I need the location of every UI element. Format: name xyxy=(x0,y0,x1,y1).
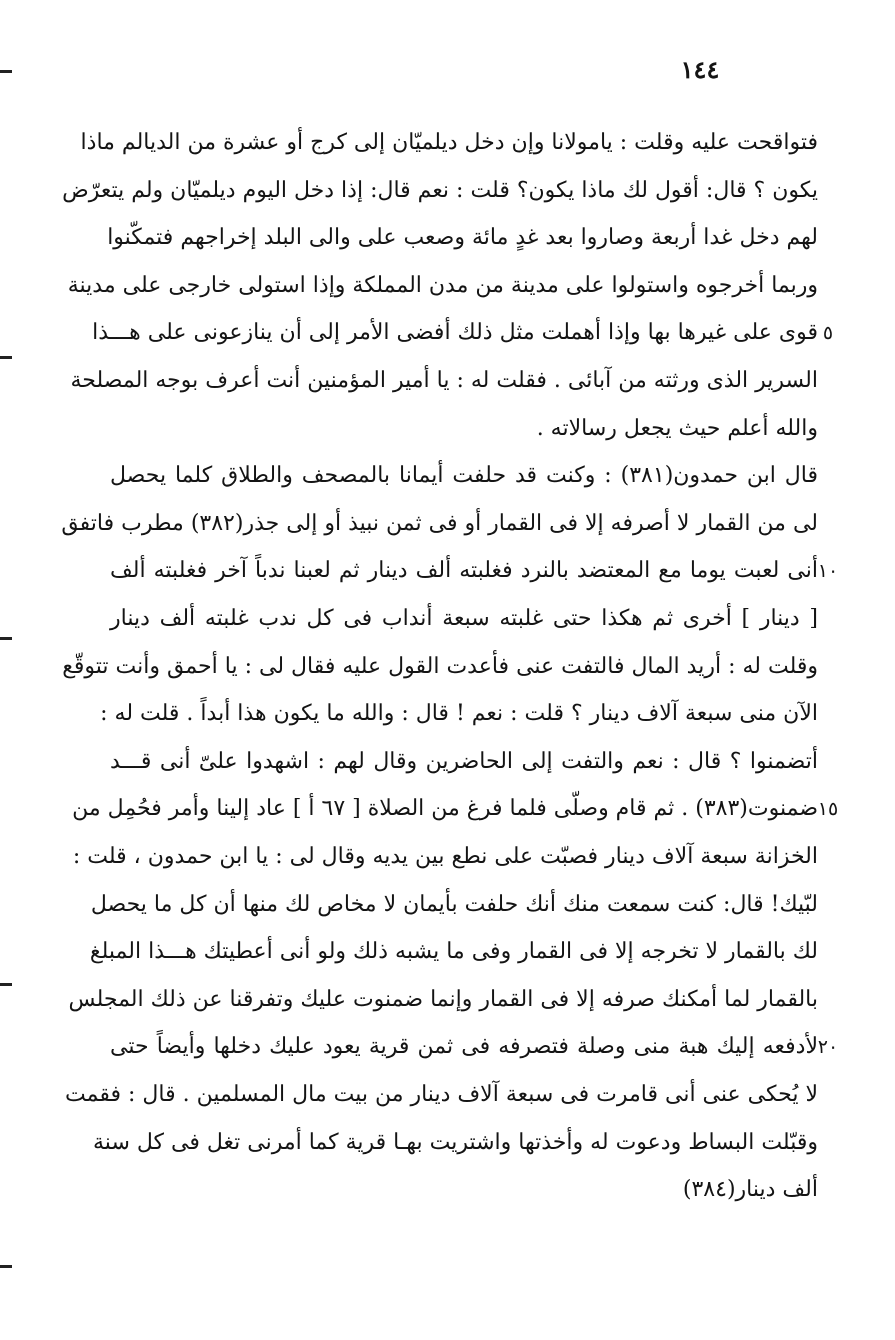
text-line: ضمنوت(٣٨٣) . ثم قام وصلّى فلما فرغ من الصلاة [ ٦٧ أ ] عاد إلينا وأمر فحُمِل من xyxy=(72,796,818,821)
text-line: والله أعلم حيث يجعل رسالاته . xyxy=(536,416,818,441)
text-line: [ دينار ] أخرى ثم هكذا حتى غلبته سبعة أنداب فى كل ندب غلبته ألف دينار xyxy=(110,606,818,631)
line-number xyxy=(808,123,848,163)
scan-edge-mark xyxy=(0,356,12,359)
line-number xyxy=(808,837,848,877)
line-number xyxy=(808,647,848,687)
line-number xyxy=(808,409,848,449)
text-line: قال ابن حمدون(٣٨١) : وكنت قد حلفت أيمانا بالمصحف والطلاق كلما يحصل xyxy=(110,463,818,488)
line-number xyxy=(808,980,848,1020)
text-line: وربما أخرجوه واستولوا على مدينة من مدن المملكة وإذا استولى خارجى على مدينة xyxy=(67,273,818,298)
line-number: ٢٠ xyxy=(817,1036,839,1058)
text-line: لهم دخل غدا أربعة وصاروا بعد غدٍ مائة وصعب على والى البلد إخراجهم فتمكّنوا xyxy=(107,225,818,250)
text-line: فتواقحت عليه وقلت : يامولانا وإن دخل ديلميّان إلى كرج أو عشرة من الديالم ماذا xyxy=(80,130,818,155)
line-number xyxy=(808,361,848,401)
line-number xyxy=(808,599,848,639)
line-number xyxy=(808,456,848,496)
text-line: لبّيك! قال: كنت سمعت منك أنك حلفت بأيمان لا مخاص لك منها أن كل ما يحصل xyxy=(90,892,818,917)
text-line: أتضمنوا ؟ قال : نعم والتفت إلى الحاضرين وقال لهم : اشهدوا علىّ أنى قـــد xyxy=(110,749,818,774)
text-line: الآن منى سبعة آلاف دينار ؟ قلت : نعم ! قال : والله ما يكون هذا أبداً . قلت له : xyxy=(100,701,818,726)
text-line: وقبّلت البساط ودعوت له وأخذتها واشتريت بهـا قرية كما أمرنى تغل فى كل سنة xyxy=(93,1130,818,1155)
line-number xyxy=(808,885,848,925)
line-number: ١٥ xyxy=(817,798,839,820)
line-number xyxy=(808,218,848,258)
text-line: لك بالقمار لا تخرجه إلا فى القمار وفى ما يشبه ذلك ولو أنى أعطيتك هـــذا المبلغ xyxy=(89,939,818,964)
line-number xyxy=(808,1123,848,1163)
line-number xyxy=(808,932,848,972)
line-number: ١٠ xyxy=(817,560,839,582)
text-line: أنى لعبت يوما مع المعتضد بالنرد فغلبته ألف دينار ثم لعبنا ندباً آخر فغلبته ألف xyxy=(110,558,818,583)
scan-edge-mark xyxy=(0,983,12,986)
text-line: ألف دينار(٣٨٤) xyxy=(682,1177,818,1202)
line-number xyxy=(808,504,848,544)
text-line: لأدفعه إليك هبة منى وصلة فتصرفه فى ثمن قرية يعود عليك دخلها وأيضاً حتى xyxy=(110,1034,818,1059)
page-number: ١٤٤ xyxy=(680,55,720,84)
line-number xyxy=(808,1170,848,1210)
text-line: الخزانة سبعة آلاف دينار فصبّت على نطع بين يديه وقال لى : يا ابن حمدون ، قلت : xyxy=(72,844,818,869)
text-line: وقلت له : أريد المال فالتفت عنى فأعدت القول عليه فقال لى : يا أحمق وأنت تتوقّع xyxy=(62,654,818,679)
text-line: قوى على غيرها بها وإذا أهملت مثل ذلك أفضى الأمر إلى أن ينازعونى على هـــذا xyxy=(92,320,818,345)
text-line: يكون ؟ قال: أقول لك ماذا يكون؟ قلت : نعم قال: إذا دخل اليوم ديلميّان ولم يتعرّض xyxy=(62,178,818,203)
line-number xyxy=(808,1075,848,1115)
scan-edge-mark xyxy=(0,70,12,73)
line-number xyxy=(808,742,848,782)
text-line: السرير الذى ورثته من آبائى . فقلت له : يا أمير المؤمنين أنت أعرف بوجه المصلحة xyxy=(70,368,818,393)
text-line: لا يُحكى عنى أنى قامرت فى سبعة آلاف دينار من بيت مال المسلمين . قال : فقمت xyxy=(65,1082,818,1107)
scan-edge-mark xyxy=(0,637,12,640)
line-number xyxy=(808,266,848,306)
scan-edge-mark xyxy=(0,1265,12,1268)
line-number xyxy=(808,171,848,211)
text-line: بالقمار لما أمكنك صرفه إلا فى القمار وإنما ضمنوت عليك وتفرقنا عن ذلك المجلس xyxy=(68,987,818,1012)
line-number: ٥ xyxy=(822,322,834,344)
text-line: لى من القمار لا أصرفه إلا فى القمار أو فى ثمن نبيذ أو إلى جذر(٣٨٢) مطرب فاتفق xyxy=(61,511,818,536)
line-number xyxy=(808,694,848,734)
